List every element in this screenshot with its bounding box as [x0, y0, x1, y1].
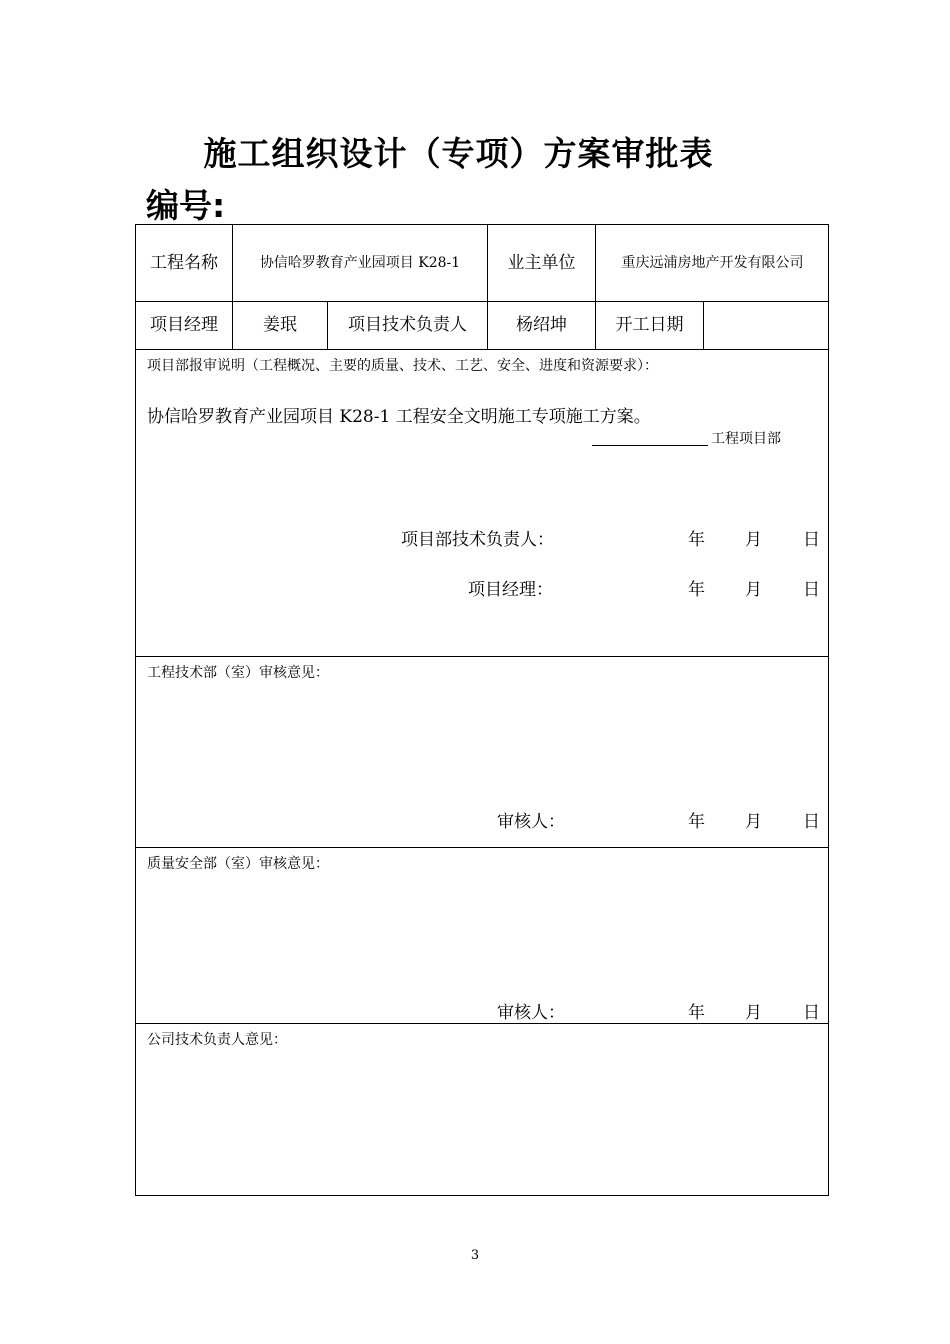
start-date-label: 开工日期: [615, 315, 684, 335]
tech-signer-label: 项目部技术负责人：: [401, 530, 554, 550]
date-month: 月: [745, 580, 762, 600]
report-content: 协信哈罗教育产业园项目 K28-1 工程安全文明施工专项施工方案。: [147, 407, 651, 427]
pm-signer-label: 项目经理：: [468, 580, 553, 600]
date-year: 年: [688, 812, 705, 832]
qs-reviewer-label: 审核人：: [497, 1003, 565, 1023]
quality-safety-review-label: 质量安全部（室）审核意见：: [147, 856, 329, 872]
form-title: 施工组织设计（专项）方案审批表: [203, 134, 714, 173]
project-name-label: 工程名称: [150, 252, 218, 273]
date-year: 年: [688, 530, 705, 550]
row-divider: [136, 1023, 828, 1024]
approval-form-table: [135, 224, 829, 1196]
date-year: 年: [688, 580, 705, 600]
project-name-value: 协信哈罗教育产业园项目 K28-1: [259, 254, 461, 271]
tech-lead-label: 项目技术负责人: [348, 315, 467, 335]
company-tech-opinion-label: 公司技术负责人意见：: [147, 1032, 287, 1048]
eng-reviewer-label: 审核人：: [497, 812, 565, 832]
dept-suffix: 工程项目部: [711, 431, 781, 447]
eng-tech-review-label: 工程技术部（室）审核意见：: [147, 665, 329, 681]
date-month: 月: [745, 530, 762, 550]
project-manager-value: 姜珉: [263, 315, 297, 335]
owner-unit-value: 重庆远浦房地产开发有限公司: [621, 254, 804, 271]
tech-lead-value: 杨绍坤: [516, 315, 567, 335]
date-day: 日: [803, 580, 820, 600]
page-number: 3: [470, 1248, 480, 1263]
dept-name-blank[interactable]: [592, 429, 708, 446]
serial-number-label: 编号:: [146, 186, 226, 225]
date-day: 日: [803, 1003, 820, 1023]
report-section-label: 项目部报审说明（工程概况、主要的质量、技术、工艺、安全、进度和资源要求）：: [147, 358, 658, 374]
date-day: 日: [803, 812, 820, 832]
row-divider: [136, 847, 828, 848]
start-date-value[interactable]: [704, 302, 829, 349]
project-manager-label: 项目经理: [150, 315, 218, 335]
date-day: 日: [803, 530, 820, 550]
date-year: 年: [688, 1003, 705, 1023]
row-divider: [136, 656, 828, 657]
row-divider: [136, 349, 828, 350]
owner-unit-label: 业主单位: [507, 252, 576, 273]
date-month: 月: [745, 812, 762, 832]
date-month: 月: [745, 1003, 762, 1023]
